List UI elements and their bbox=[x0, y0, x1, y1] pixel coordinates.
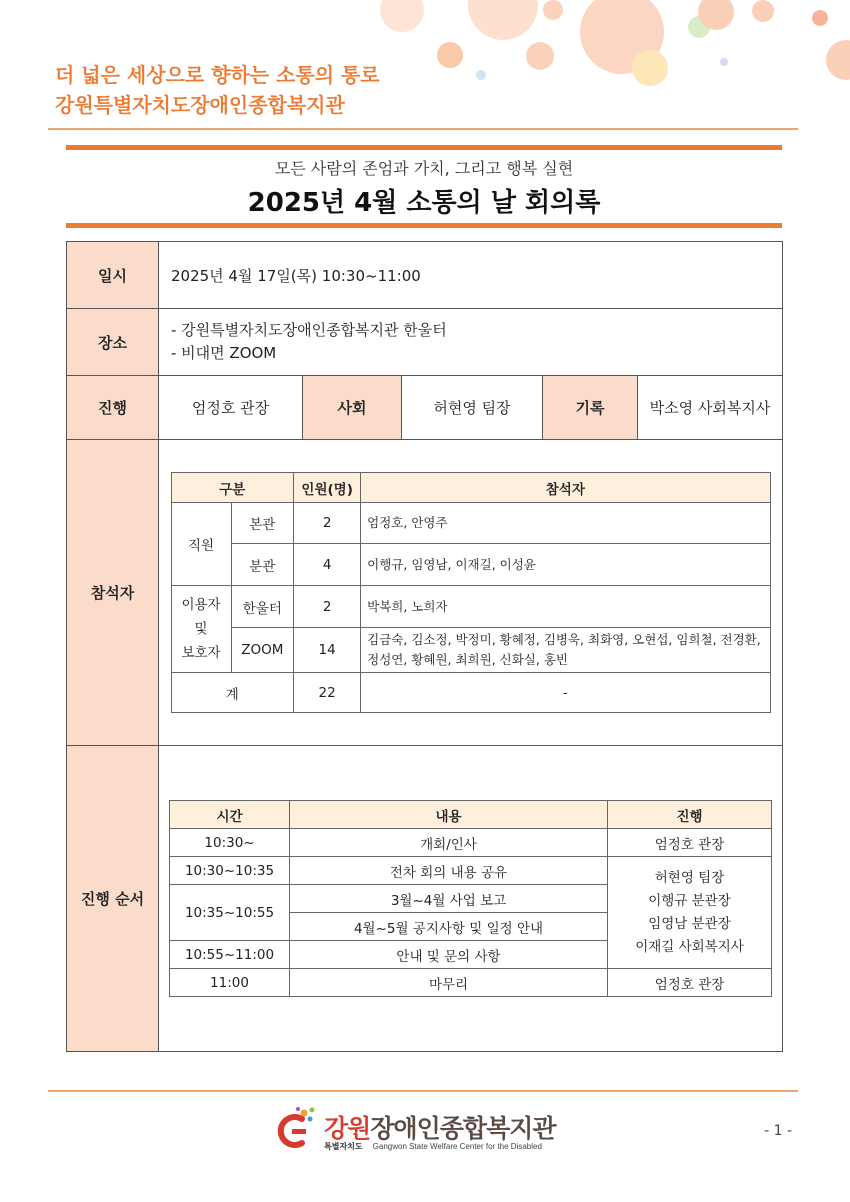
place-label: 장소 bbox=[67, 309, 159, 376]
footer-divider bbox=[48, 1090, 798, 1092]
logo-mark-icon bbox=[268, 1105, 320, 1155]
schedule-host: 엄정호 관장 bbox=[608, 969, 772, 997]
table-row-count: 2 bbox=[294, 503, 361, 544]
title-top-bar bbox=[66, 145, 782, 150]
place-value bbox=[159, 309, 783, 376]
table-row-names: 이행규, 임영남, 이재길, 이성윤 bbox=[361, 544, 770, 586]
group-users-line-2: 및 bbox=[194, 621, 208, 637]
attendees-label: 참석자 bbox=[67, 440, 159, 746]
header-divider bbox=[48, 128, 798, 130]
schedule-table bbox=[169, 800, 772, 997]
table-row-sub: 분관 bbox=[231, 544, 294, 586]
schedule-content: 개회/인사 bbox=[290, 829, 608, 857]
slogan-line-2: 강원특별자치도장애인종합복지관 bbox=[55, 93, 345, 117]
table-row-sub: ZOOM bbox=[231, 628, 294, 673]
table-row-names: 김금숙, 김소정, 박정미, 황혜정, 김병욱, 최화영, 오현섭, 임희철, 전경환, 정성연, 황혜원, 최희원, 신화실, 홍빈 bbox=[361, 628, 770, 673]
schedule-time: 10:30~ bbox=[170, 829, 290, 857]
header-slogan bbox=[55, 60, 380, 120]
attendees-header-names: 참석자 bbox=[361, 473, 770, 503]
meeting-info-table bbox=[66, 241, 783, 1052]
logo-wordmark-red: 강원 bbox=[324, 1114, 371, 1143]
mc-value: 허현영 팀장 bbox=[402, 376, 543, 440]
logo-wordmark-rest: 장애인종합복지관 bbox=[370, 1114, 556, 1143]
total-count: 22 bbox=[294, 673, 361, 713]
total-names: - bbox=[361, 673, 770, 713]
order-cell bbox=[159, 746, 783, 1052]
table-row-sub: 한울터 bbox=[231, 586, 294, 628]
title-bottom-bar bbox=[66, 223, 782, 228]
progress-label: 진행 bbox=[67, 376, 159, 440]
group-host-3: 임영남 분관장 bbox=[648, 915, 731, 932]
table-row-names: 엄정호, 안영주 bbox=[361, 503, 770, 544]
schedule-host: 엄정호 관장 bbox=[608, 829, 772, 857]
record-value: 박소영 사회복지사 bbox=[638, 376, 783, 440]
schedule-group-hosts bbox=[608, 857, 772, 969]
schedule-time: 10:30~10:35 bbox=[170, 857, 290, 885]
footer-logo bbox=[268, 1105, 588, 1155]
place-item-2: - 비대면 ZOOM bbox=[171, 344, 277, 362]
table-row-count: 4 bbox=[294, 544, 361, 586]
progress-value: 엄정호 관장 bbox=[159, 376, 303, 440]
attendees-header-category: 구분 bbox=[171, 473, 294, 503]
group-staff: 직원 bbox=[171, 503, 231, 586]
schedule-content: 전차 회의 내용 공유 bbox=[290, 857, 608, 885]
group-users-line-3: 보호자 bbox=[181, 645, 221, 661]
schedule-content: 마무리 bbox=[290, 969, 608, 997]
schedule-content: 4월~5월 공지사항 및 일정 안내 bbox=[290, 913, 608, 941]
schedule-header-host: 진행 bbox=[608, 801, 772, 829]
attendees-cell bbox=[159, 440, 783, 746]
date-label: 일시 bbox=[67, 242, 159, 309]
logo-subtext bbox=[324, 1141, 542, 1152]
schedule-header-time: 시간 bbox=[170, 801, 290, 829]
mc-label: 사회 bbox=[303, 376, 402, 440]
slogan-line-1: 더 넓은 세상으로 향하는 소통의 통로 bbox=[55, 63, 380, 87]
schedule-content: 3월~4월 사업 보고 bbox=[290, 885, 608, 913]
schedule-time: 10:35~10:55 bbox=[170, 885, 290, 941]
date-value: 2025년 4월 17일(목) 10:30~11:00 bbox=[159, 242, 783, 309]
attendees-table bbox=[171, 472, 771, 713]
logo-sub-english: Gangwon State Welfare Center for the Disabled bbox=[372, 1142, 542, 1151]
record-label: 기록 bbox=[543, 376, 638, 440]
schedule-content: 안내 및 문의 사항 bbox=[290, 941, 608, 969]
page-number: - 1 - bbox=[764, 1123, 792, 1139]
group-users bbox=[171, 586, 231, 673]
total-label: 계 bbox=[171, 673, 294, 713]
schedule-header-content: 내용 bbox=[290, 801, 608, 829]
attendees-header-count: 인원(명) bbox=[294, 473, 361, 503]
table-row-names: 박복희, 노희자 bbox=[361, 586, 770, 628]
table-row-count: 14 bbox=[294, 628, 361, 673]
logo-sub-korean: 특별자치도 bbox=[324, 1142, 363, 1151]
table-row-count: 2 bbox=[294, 586, 361, 628]
table-row-sub: 본관 bbox=[231, 503, 294, 544]
order-label: 진행 순서 bbox=[67, 746, 159, 1052]
place-item-1: - 강원특별자치도장애인종합복지관 한울터 bbox=[171, 321, 447, 339]
document-title: 2025년 4월 소통의 날 회의록 bbox=[247, 188, 601, 218]
logo-wordmark bbox=[324, 1109, 556, 1145]
group-host-4: 이재길 사회복지사 bbox=[635, 938, 744, 955]
schedule-time: 11:00 bbox=[170, 969, 290, 997]
document-subtitle: 모든 사람의 존엄과 가치, 그리고 행복 실현 bbox=[274, 159, 574, 178]
schedule-time: 10:55~11:00 bbox=[170, 941, 290, 969]
group-users-line-1: 이용자 bbox=[181, 597, 221, 613]
group-host-2: 이행규 분관장 bbox=[648, 892, 731, 909]
group-host-1: 허현영 팀장 bbox=[654, 869, 725, 886]
